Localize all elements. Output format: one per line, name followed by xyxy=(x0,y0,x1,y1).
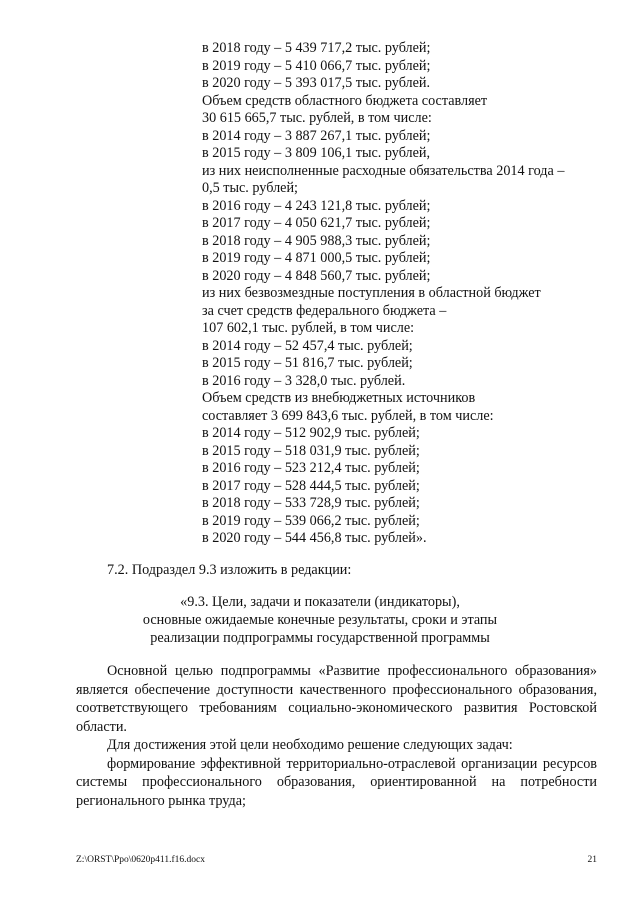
file-path: Z:\ORST\Ppo\0620p411.f16.docx xyxy=(76,855,205,865)
budget-line: за счет средств федерального бюджета – xyxy=(202,302,447,319)
budget-line: в 2016 году – 523 212,4 тыс. рублей; xyxy=(202,460,420,476)
section-heading-line: основные ожидаемые конечные результаты, сроки и этапы xyxy=(142,612,498,628)
budget-line: составляет 3 699 843,6 тыс. рублей, в том числе: xyxy=(202,407,494,424)
budget-line: в 2015 году – 51 816,7 тыс. рублей; xyxy=(202,355,413,371)
amendment-item-7-2: 7.2. Подраздел 9.3 изложить в редакции: xyxy=(107,562,352,578)
budget-line: в 2016 году – 3 328,0 тыс. рублей. xyxy=(202,372,406,389)
budget-line: в 2018 году – 4 905 988,3 тыс. рублей; xyxy=(202,232,431,249)
task-paragraph: формирование эффективной территориально-отраслевой организации ресурсов системы профессионального образования, ориентированной на потребности регионального рынка труда; xyxy=(76,755,597,809)
budget-line: в 2019 году – 539 066,2 тыс. рублей; xyxy=(202,512,420,529)
budget-line: в 2018 году – 533 728,9 тыс. рублей; xyxy=(202,495,420,511)
budget-line: в 2015 году – 3 809 106,1 тыс. рублей, xyxy=(202,145,431,161)
section-heading-line: «9.3. Цели, задачи и показатели (индикаторы), xyxy=(180,594,460,610)
budget-line: Объем средств областного бюджета составляет xyxy=(202,92,488,109)
budget-line: в 2020 году – 5 393 017,5 тыс. рублей. xyxy=(202,75,431,91)
budget-line: Объем средств из внебюджетных источников xyxy=(202,390,476,406)
budget-list xyxy=(202,40,602,548)
budget-line: в 2017 году – 4 050 621,7 тыс. рублей; xyxy=(202,215,431,231)
budget-line: из них неисполненные расходные обязательства 2014 года – xyxy=(202,162,565,179)
budget-line: в 2020 году – 4 848 560,7 тыс. рублей; xyxy=(202,267,431,284)
budget-line: в 2017 году – 528 444,5 тыс. рублей; xyxy=(202,477,420,494)
budget-line: из них безвозмездные поступления в областной бюджет xyxy=(202,285,541,301)
tasks-intro-paragraph: Для достижения этой цели необходимо решение следующих задач: xyxy=(107,737,513,753)
body-text xyxy=(76,662,597,810)
budget-line: в 2020 году – 544 456,8 тыс. рублей». xyxy=(202,530,427,546)
budget-line: 0,5 тыс. рублей; xyxy=(202,180,298,196)
budget-line: в 2016 году – 4 243 121,8 тыс. рублей; xyxy=(202,197,431,214)
goal-paragraph: Основной целью подпрограммы «Развитие профессионального образования» является обеспечение доступности качественного профессионального образования, соответствующего требованиям социально-экономического развития Ростовской области. xyxy=(76,663,597,735)
page-number: 21 xyxy=(587,855,597,865)
budget-line: 107 602,1 тыс. рублей, в том числе: xyxy=(202,320,415,336)
section-heading-line: реализации подпрограммы государственной программы xyxy=(150,630,490,646)
budget-line: в 2014 году – 512 902,9 тыс. рублей; xyxy=(202,425,420,441)
section-heading xyxy=(80,593,560,647)
budget-line: в 2014 году – 52 457,4 тыс. рублей; xyxy=(202,337,413,354)
budget-line: в 2018 году – 5 439 717,2 тыс. рублей; xyxy=(202,40,431,56)
budget-line: в 2019 году – 4 871 000,5 тыс. рублей; xyxy=(202,250,431,266)
budget-line: в 2015 году – 518 031,9 тыс. рублей; xyxy=(202,442,420,459)
budget-line: в 2014 году – 3 887 267,1 тыс. рублей; xyxy=(202,127,431,144)
budget-line: в 2019 году – 5 410 066,7 тыс. рублей; xyxy=(202,57,431,74)
budget-line: 30 615 665,7 тыс. рублей, в том числе: xyxy=(202,110,432,126)
